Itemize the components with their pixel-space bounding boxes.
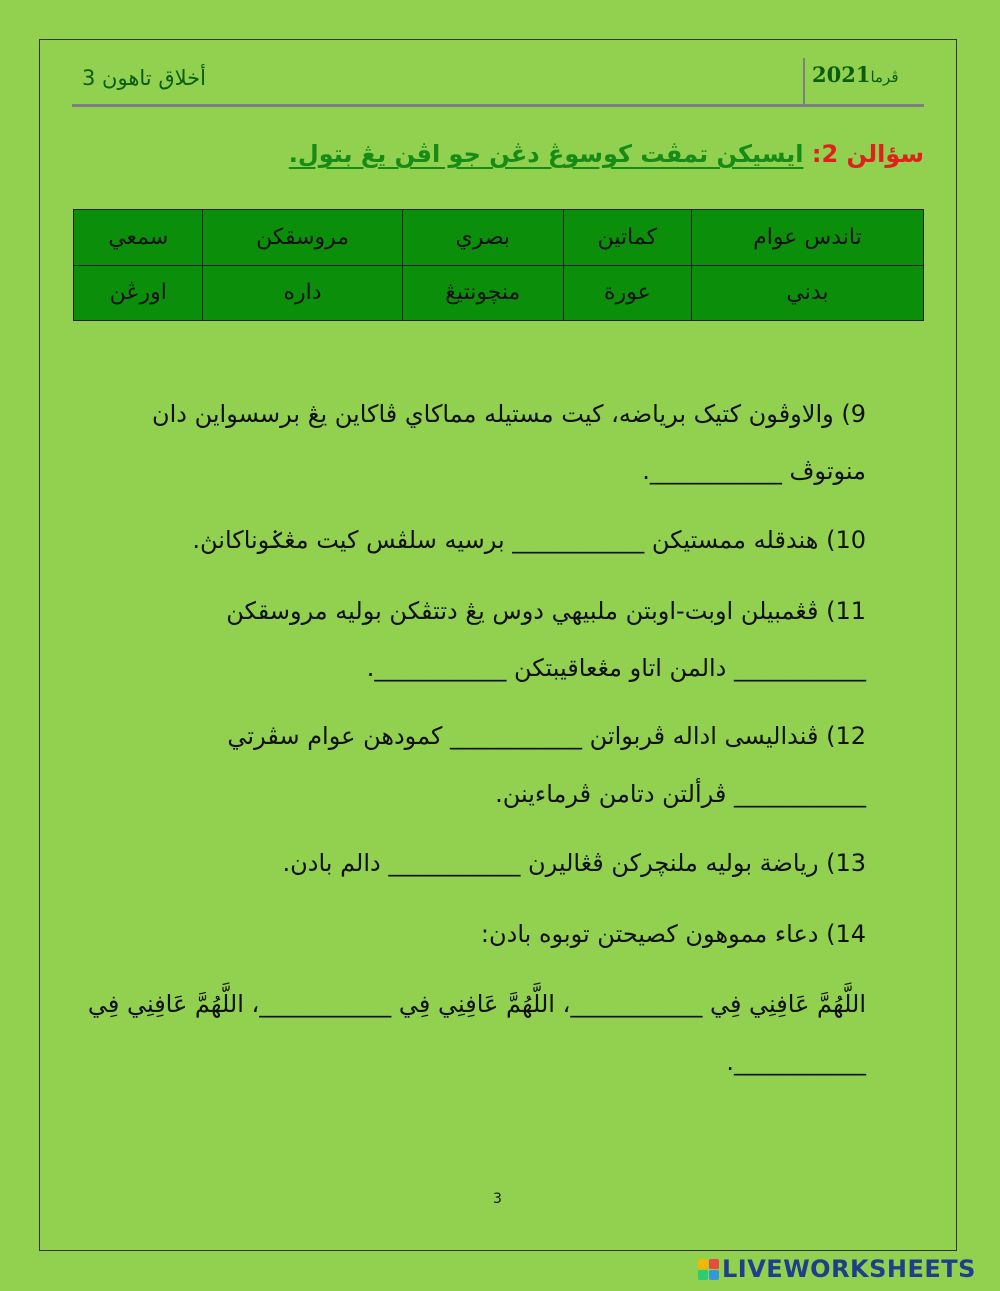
question-11-line-1: 11) ڤڠمبيلن اوبت-اوبتن ملبيهي دوس يڠ دتتڤكن بوليه مروسقكن bbox=[226, 597, 866, 625]
question-14-line-3[interactable]: ___________. bbox=[726, 1048, 866, 1076]
question-12-line-2[interactable]: ___________ ڤرألتن دتامن ڤرماءينن. bbox=[495, 780, 866, 808]
question-9-line-2[interactable]: منوتوڤ ___________. bbox=[642, 457, 866, 485]
header-year bbox=[812, 62, 899, 87]
question-14-line-2[interactable]: اللَّهُمَّ عَافِنِي فِي ___________، اللَّهُمَّ عَافِنِي فِي ___________، اللَّهُمَّ عَافِنِي فِي bbox=[87, 990, 866, 1018]
word-cell[interactable]: كماتين bbox=[563, 210, 691, 266]
header-rule bbox=[72, 104, 924, 107]
liveworksheets-logo bbox=[698, 1255, 976, 1283]
question-10[interactable]: 10) هندقله ممستيكن ___________ برسيه سلڤس كيت مڠݢوناكانڽ. bbox=[192, 526, 866, 554]
word-cell[interactable]: تاندس عوام bbox=[691, 210, 923, 266]
year-label: ڤرما bbox=[870, 68, 899, 86]
word-cell[interactable]: بدني bbox=[691, 265, 923, 321]
question-title bbox=[289, 140, 924, 168]
table-row bbox=[74, 210, 924, 266]
word-cell[interactable]: عورة bbox=[563, 265, 691, 321]
question-13[interactable]: 13) رياضة بوليه ملنچركن ڤڠاليرن ___________ دالم بادن. bbox=[282, 849, 866, 877]
year-value: 2021 bbox=[812, 62, 871, 87]
question-instruction: ايسيكن تمڤت كوسوڠ دڠن جو اڤن يڠ بتول. bbox=[288, 140, 804, 168]
header-divider bbox=[803, 58, 805, 105]
word-cell[interactable]: بصري bbox=[402, 210, 563, 266]
question-14-line-1: 14) دعاء مموهون كصيحتن توبوه بادن: bbox=[480, 920, 866, 948]
word-cell[interactable]: داره bbox=[203, 265, 402, 321]
word-cell[interactable]: اورڠن bbox=[74, 265, 203, 321]
question-label: سؤالن 2: bbox=[811, 140, 924, 168]
word-cell[interactable]: منچونتيڠ bbox=[402, 265, 563, 321]
question-12-line-1[interactable]: 12) ڤنداليسى اداله ڤربواتن ___________ كمودهن عوام سڤرتي bbox=[227, 722, 866, 750]
question-11-line-2[interactable]: ___________ دالمن اتاو مڠعاقيبتكن ___________. bbox=[366, 654, 866, 682]
word-cell[interactable]: مروسقكن bbox=[203, 210, 402, 266]
word-cell[interactable]: سمعي bbox=[74, 210, 203, 266]
header-subject: أخلاق تاهون 3 bbox=[82, 66, 206, 90]
answer-word-bank bbox=[73, 209, 924, 321]
page-number: 3 bbox=[493, 1191, 502, 1207]
table-row bbox=[74, 265, 924, 321]
liveworksheets-icon bbox=[698, 1259, 719, 1280]
question-9-line-1: 9) والاوڤون كتيک برياضه، كيت مستيله مماكاي ڤاكاين يڠ برسسواين دان bbox=[152, 400, 866, 428]
watermark-text: LIVEWORKSHEETS bbox=[722, 1255, 976, 1283]
